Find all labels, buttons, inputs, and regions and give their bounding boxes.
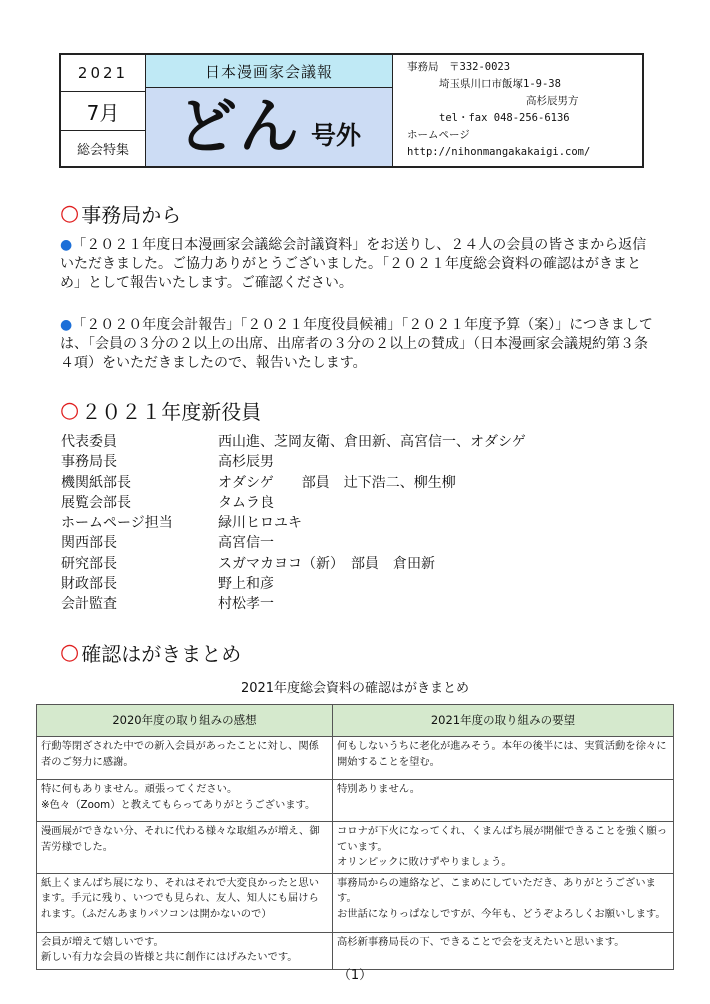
red-circle-icon: ○ [60,398,80,423]
officer-row [61,594,526,614]
table-row [37,873,674,932]
officer-names: 西山進、芝岡友衛、倉田新、高宮信一、オダシゲ [218,434,526,450]
table-cell: 紙上くまんばち展になり、それはそれで大変良かったと思います。手元に残り、いつでも見られ、友人、知人にも届けられます。（ふだんあまりパソコンは開かないので） [37,873,333,932]
table-cell: 特に何もありません。頑張ってください。 ※色々（Zoom）と教えてもらってありがとうございます。 [37,780,333,822]
officer-role: 会計監査 [61,596,117,613]
red-circle-icon: ○ [60,640,80,665]
blue-dot-icon: ● [60,237,73,253]
officer-row [61,574,526,594]
officer-names: スガマカヨコ（新） 部員 倉田新 [218,555,435,572]
officer-row [61,513,526,533]
section-title-summary [60,638,241,667]
officer-role: 事務局長 [61,454,117,471]
officer-role: 機関紙部長 [61,474,131,491]
section-title-office [60,199,181,228]
officer-row [61,432,526,452]
officer-names: 緑川ヒロユキ [218,515,302,532]
table-cell: 何もしないうちに老化が進みそう。本年の後半には、実質活動を徐々に開始することを望む。 [333,737,674,780]
officer-role: 代表委員 [61,434,117,450]
issue-year: 2021 [61,55,145,92]
table-cell: 特別ありません。 [333,780,674,822]
office-paragraph-1-text: 「２０２１年度日本漫画家会議総会討議資料」をお送りし、２４人の会員の皆さまから返信いただきました。ご協力ありがとうございました。「２０２１年度総会資料の確認はがきまとめ」として報告いたします。ご確認ください。 [60,237,647,291]
table-cell: 事務局からの連絡など、こまめにしていただき、ありがとうございます。 お世話になりっぱなしですが、今年も、どうぞよろしくお願いします。 [333,873,674,932]
officer-names: 高杉辰男 [218,454,274,471]
newsletter-header [59,53,644,168]
officer-row [61,452,526,472]
postcard-summary-table [36,704,674,970]
column-header: 2020年度の取り組みの感想 [37,705,333,737]
office-paragraph-2-text: 「２０２０年度会計報告」「２０２１年度役員候補」「２０２１年度予算（案）」につきましては、「会員の３分の２以上の出席、出席者の３分の２以上の賛成」（日本漫画家会議規約第３条４項）をいただきましたので、報告いたします。 [60,317,653,371]
officer-names: 野上和彦 [218,576,274,593]
table-row [37,780,674,822]
office-paragraph-1 [60,236,660,293]
officer-names: 高宮信一 [218,535,274,552]
red-circle-icon: ○ [60,201,80,226]
blue-dot-icon: ● [60,317,73,333]
officer-names: 村松孝一 [218,596,274,613]
table-cell: 漫画展ができない分、それに代わる様々な取組みが増え、御苦労様でした。 [37,822,333,874]
officer-role: 展覧会部長 [61,494,131,511]
table-caption: 2021年度総会資料の確認はがきまとめ [240,681,470,696]
officer-row [61,554,526,574]
officer-names: オダシゲ 部員 辻下浩二、柳生柳 [218,474,456,491]
officer-row [61,493,526,513]
address: 埼玉県川口市飯塚1-9-38 [439,78,561,90]
homepage-url[interactable]: http://nihonmangakakaigi.com/ [407,146,591,158]
officer-role: 関西部長 [61,535,117,552]
homepage-label: ホームページ [407,129,470,141]
officer-role: 研究部長 [61,555,117,572]
officer-row [61,473,526,493]
title-main: どん [176,92,301,162]
section2-title-text: ２０２１年度新役員 [81,400,262,424]
title-sub: 号外 [310,121,361,150]
table-cell: 行動等閉ざされた中での新入会員があったことに対し、関係者のご努力に感謝。 [37,737,333,780]
issue-info [61,55,146,166]
table-cell: コロナが下火になってくれ、くまんばち展が開催できることを強く願っています。 オリンピックに敗けずやりましょう。 [333,822,674,874]
officer-role: 財政部長 [61,576,117,593]
section1-title-text: 事務局から [81,203,182,227]
page-number: （1） [337,968,373,983]
table-cell: 高杉新事務局長の下、できることで会を支えたいと思います。 [333,932,674,969]
issue-special: 総会特集 [76,143,129,158]
postal-code: 〒332-0023 [449,61,511,73]
table-body [37,737,674,970]
officer-row [61,533,526,553]
contact-person: 高杉辰男方 [526,95,579,107]
office-label: 事務局 [407,61,439,73]
table-row [37,822,674,874]
column-header: 2021年度の取り組みの要望 [333,705,674,737]
masthead [146,55,393,166]
issue-month: 7月 [61,92,145,131]
section3-title-text: 確認はがきまとめ [81,642,242,666]
officer-names: タムラ良 [218,494,274,511]
table-header-row [37,705,674,737]
section-title-officers [60,396,261,425]
officer-roster [61,432,526,615]
office-paragraph-2 [60,316,660,373]
table-cell: 会員が増えて嬉しいです。 新しい有力な会員の皆様と共に創作にはげみたいです。 [37,932,333,969]
org-name: 日本漫画家会議報 [146,55,392,88]
contact-info [393,55,642,166]
officer-role: ホームページ担当 [61,515,173,532]
table-row [37,737,674,780]
masthead-title [146,88,392,166]
phone: tel・fax 048-256-6136 [439,112,570,124]
